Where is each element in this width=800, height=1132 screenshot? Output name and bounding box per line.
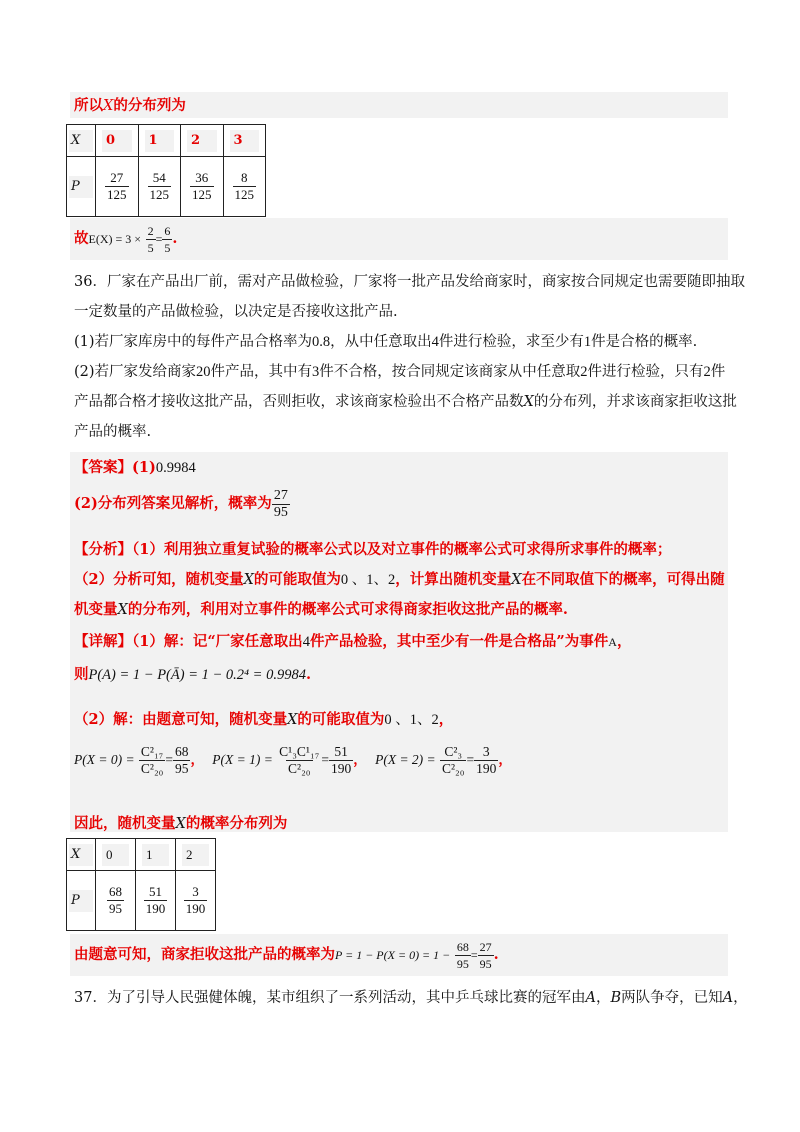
answer-label: (1) <box>132 459 156 476</box>
analysis-text: （1）利用独立重复试验的概率公式以及对立事件的概率公式可求得所求事件的概率； <box>132 541 672 558</box>
table1-p-cell <box>96 157 139 217</box>
answer-line1 <box>74 458 196 478</box>
variable-x: X <box>511 572 522 588</box>
denominator: 95 <box>273 504 288 520</box>
period: . <box>493 946 499 963</box>
numerator: 2 <box>147 223 154 238</box>
analysis-tag: 【分析】 <box>74 541 132 558</box>
detail-text: 的可能取值为 <box>297 711 385 728</box>
denominator: C²₂₀ <box>140 761 164 776</box>
denominator: 125 <box>192 187 212 202</box>
q2-text: 的分布列，并求该商家拒收这批 <box>533 394 737 410</box>
equals-sign: = <box>155 232 163 246</box>
q2-text: 件不合格，按合同规定该商家从中任意取 <box>319 364 581 380</box>
numerator: 36 <box>195 170 209 185</box>
final-line <box>74 938 499 972</box>
table2-x-cell <box>176 839 216 871</box>
final-formula: P = 1 − P(X = 0) = 1 − <box>335 948 451 962</box>
table1-p-label: P <box>69 176 93 198</box>
detail-tag: 【详解】 <box>74 633 132 650</box>
dist-intro-line <box>74 96 186 116</box>
variable-x: X <box>243 572 254 588</box>
equals-sign: = <box>470 948 478 962</box>
answer-tag: 【答案】 <box>74 459 132 476</box>
denominator: 125 <box>234 187 254 202</box>
numerator: 8 <box>241 170 248 185</box>
numerator: C²₁₇ <box>140 744 164 759</box>
denominator: 95 <box>479 956 492 971</box>
q2-text: 件 <box>710 364 726 380</box>
variable-x: X <box>103 98 114 114</box>
fraction <box>105 170 129 203</box>
expectation-line <box>74 222 177 256</box>
denominator: C²₂₀ <box>441 761 465 776</box>
values-list: 0 、1、2 <box>340 572 396 588</box>
detail-text: ， <box>438 711 454 728</box>
detail-line2 <box>74 662 311 688</box>
problem-36-q2-line1 <box>74 362 725 382</box>
equals-sign: = <box>466 752 475 767</box>
numerator: 3 <box>482 744 490 759</box>
detail-text: （1）解：记“厂家任意取出 <box>132 633 303 650</box>
fraction <box>107 884 124 917</box>
numerator: 27 <box>110 170 124 185</box>
table1-p-cell <box>181 157 224 217</box>
values-list: 0 、1、2 <box>384 712 439 728</box>
analysis-text: 机变量 <box>74 601 118 618</box>
table1-x-label: X <box>69 130 93 152</box>
numerator: 6 <box>164 223 171 238</box>
table1-x-value: 0 <box>102 130 132 152</box>
fraction <box>272 488 290 521</box>
numerator: 68 <box>174 744 189 759</box>
analysis-line2 <box>74 570 725 590</box>
q1-text: 件是合格的概率. <box>591 334 698 350</box>
problem-36-q2-line2 <box>74 392 737 412</box>
q2-text: (2)若厂家发给商家 <box>74 364 197 380</box>
q2-sample: 2 <box>703 364 711 380</box>
problem-36-line1 <box>74 272 745 292</box>
fraction <box>190 170 214 203</box>
table1-x-value: 2 <box>187 130 217 152</box>
equals-sign: = <box>165 752 173 767</box>
fraction <box>162 223 172 256</box>
probability-formula: P(A) = 1 − P(Ā) = 1 − 0.2⁴ = 0.9984 <box>88 667 306 683</box>
distribution-table-2 <box>66 838 216 931</box>
denominator: 190 <box>185 901 206 916</box>
problem-text: 一定数量的产品做检验，以决定是否接收这批产品. <box>74 304 398 320</box>
analysis-text: 的可能取值为 <box>253 571 341 588</box>
table2-x-value: 1 <box>142 844 169 866</box>
table1-x-cell <box>138 125 181 157</box>
team-a: A <box>722 990 734 1006</box>
answer-text: (2)分布列答案见解析，概率为 <box>74 495 272 512</box>
numerator: 27 <box>273 487 288 503</box>
table1-p-cell <box>138 157 181 217</box>
team-a: A <box>585 990 596 1006</box>
detail-text: 的概率分布列为 <box>185 815 288 832</box>
numerator: 51 <box>149 884 162 899</box>
q2-sample: 2 <box>580 364 588 380</box>
denominator: 190 <box>145 901 166 916</box>
q2-text: 产品的概率. <box>74 424 152 440</box>
table1-x-header <box>67 125 96 157</box>
fraction <box>329 744 353 777</box>
q2-text: 件产品，其中有 <box>210 364 313 380</box>
equals-sign: = <box>321 752 330 767</box>
table1-p-cell <box>223 157 266 217</box>
variable-x: X <box>175 816 186 832</box>
denominator: C²₂₀ <box>288 761 311 776</box>
detail-text: 则 <box>74 666 89 683</box>
q2-text: 产品都合格才接收这批产品，否则拒收，求该商家检验出不合格产品数 <box>74 394 524 410</box>
detail-text: （2）解：由题意可知，随机变量 <box>74 711 288 728</box>
answer-value: 0.9984 <box>155 460 196 476</box>
problem-36-q1 <box>74 332 697 352</box>
probability-formulas <box>74 738 512 782</box>
table2-x-value: 0 <box>102 844 129 866</box>
comma: ， <box>353 752 367 768</box>
fraction <box>173 744 191 777</box>
numerator: 3 <box>192 884 199 899</box>
table2-p-cell <box>96 871 136 931</box>
detail-line3 <box>74 710 453 730</box>
numerator: 54 <box>152 170 166 185</box>
problem-36-line2 <box>74 302 398 322</box>
comma: ， <box>190 752 204 768</box>
q2-text: 件进行检验，只有 <box>587 364 704 380</box>
final-text: 由题意可知，商家拒收这批产品的概率为 <box>74 946 335 963</box>
denominator: 95 <box>109 901 122 916</box>
table2-x-cell <box>96 839 136 871</box>
fraction <box>148 170 172 203</box>
answer-line2 <box>74 486 290 522</box>
variable-x: X <box>523 394 534 410</box>
table2-x-header <box>67 839 96 871</box>
p0-lhs: P(X = 0) = <box>74 752 135 767</box>
distribution-table-1 <box>66 124 266 217</box>
table2-p-cell <box>136 871 176 931</box>
period: . <box>305 666 312 683</box>
table2-p-label: P <box>69 890 93 912</box>
numerator: C²₃ <box>444 744 463 759</box>
analysis-text: 的分布列，利用对立事件的概率公式可求得商家拒收这批产品的概率. <box>127 601 568 618</box>
problem-text: 厂家在产品出厂前，需对产品做检验，厂家将一批产品发给商家时，商家按合同规定也需要随即抽取 <box>106 274 745 290</box>
p2-lhs: P(X = 2) = <box>375 752 436 767</box>
denominator: 95 <box>456 956 469 971</box>
q1-count: 4 <box>431 334 439 350</box>
numerator: 68 <box>109 884 122 899</box>
detail-text: ， <box>616 633 632 650</box>
table2-x-value: 2 <box>182 844 209 866</box>
variable-x: X <box>117 602 128 618</box>
denominator: 190 <box>331 761 352 776</box>
p1-lhs: P(X = 1) = <box>212 752 273 767</box>
detail-text: 因此，随机变量 <box>74 815 176 832</box>
denominator: 95 <box>174 761 189 776</box>
q1-text: (1)若厂家库房中的每件产品合格率为 <box>74 334 313 350</box>
table1-x-cell <box>181 125 224 157</box>
fraction <box>139 744 165 777</box>
problem-text: 两队争夺，已知 <box>621 990 723 1006</box>
analysis-line1 <box>74 540 671 560</box>
denominator: 125 <box>107 187 127 202</box>
fraction <box>144 884 168 917</box>
table1-x-value: 3 <box>230 130 260 152</box>
thus-line <box>74 814 287 834</box>
table2-p-header <box>67 871 96 931</box>
period: . <box>172 230 178 247</box>
fraction <box>478 939 494 972</box>
q1-text: ，从中任意取出 <box>330 334 432 350</box>
expectation-lhs: E(X) = 3 × <box>88 232 142 246</box>
event-a: A <box>608 635 617 649</box>
problem-36-q2-line3 <box>74 422 151 442</box>
dist-intro-lead: 所以 <box>74 97 103 114</box>
comma: ， <box>498 752 512 768</box>
table2-p-cell <box>176 871 216 931</box>
dist-intro-tail: 的分布列为 <box>113 97 186 114</box>
table1-x-cell <box>96 125 139 157</box>
table1-x-value: 1 <box>145 130 175 152</box>
analysis-text: ，计算出随机变量 <box>395 571 512 588</box>
numerator: C¹₃C¹₁₇ <box>279 744 320 759</box>
fraction <box>146 223 156 256</box>
expectation-prefix: 故 <box>74 230 89 247</box>
q1-text: 件进行检验，求至少有 <box>438 334 584 350</box>
denominator: 5 <box>164 240 171 255</box>
q2-total: 20 <box>196 364 211 380</box>
table2-x-cell <box>136 839 176 871</box>
table1-p-header <box>67 157 96 217</box>
detail-line1 <box>74 632 631 652</box>
problem-37-line1 <box>74 988 748 1008</box>
q1-one: 1 <box>583 334 592 350</box>
numerator: 51 <box>334 744 348 759</box>
separator: ， <box>733 990 748 1006</box>
analysis-line3 <box>74 600 568 620</box>
separator: ， <box>595 990 611 1006</box>
table2-x-label: X <box>69 844 93 866</box>
denominator: 190 <box>476 761 497 776</box>
analysis-text: （2）分析可知，随机变量 <box>74 571 244 588</box>
numerator: 68 <box>456 939 469 954</box>
problem-text: 37．为了引导人民强健体魄，某市组织了一系列活动，其中乒乓球比赛的冠军由 <box>74 990 586 1006</box>
fraction <box>474 744 498 777</box>
team-b: B <box>610 990 622 1006</box>
fraction <box>233 170 257 203</box>
denominator: 5 <box>147 240 154 255</box>
analysis-text: 在不同取值下的概率，可得出随 <box>521 571 725 588</box>
detail-text: 件产品检验，其中至少有一件是合格品”为事件 <box>309 633 609 650</box>
numerator: 27 <box>479 939 492 954</box>
detail-count: 4 <box>302 634 310 650</box>
fraction <box>455 939 471 972</box>
problem-number: 36． <box>74 274 107 290</box>
table1-x-cell <box>223 125 266 157</box>
fraction <box>440 744 466 777</box>
fraction <box>184 884 208 917</box>
q2-defective: 3 <box>312 364 320 380</box>
variable-x: X <box>287 712 298 728</box>
fraction <box>277 744 321 777</box>
denominator: 125 <box>149 187 169 202</box>
q1-rate: 0.8 <box>312 334 331 350</box>
